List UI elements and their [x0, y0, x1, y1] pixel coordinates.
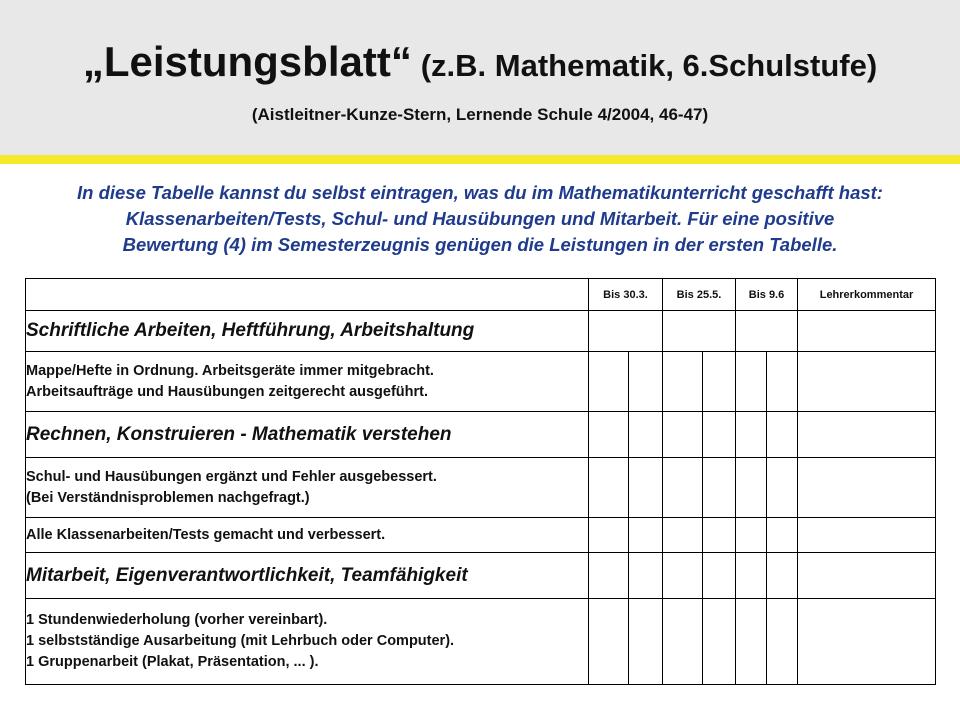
entry-cell[interactable] — [703, 412, 736, 458]
entry-cell[interactable] — [629, 352, 663, 412]
entry-cell[interactable] — [703, 553, 736, 599]
intro-line: Klassenarbeiten/Tests, Schul- und Hausübungen und Mitarbeit. Für eine positive — [125, 208, 835, 229]
entry-cell[interactable] — [703, 599, 736, 685]
entry-cell[interactable] — [736, 458, 767, 518]
item-text — [26, 352, 589, 412]
intro-text — [20, 180, 940, 258]
header-empty-cell — [26, 279, 589, 311]
item-line: (Bei Verständnisproblemen nachgefragt.) — [26, 489, 310, 506]
entry-cell[interactable] — [736, 311, 798, 352]
yellow-divider — [0, 155, 960, 164]
entry-cell[interactable] — [736, 553, 767, 599]
entry-cell[interactable] — [736, 412, 767, 458]
page-title — [0, 38, 960, 86]
comment-cell[interactable] — [798, 352, 936, 412]
entry-cell[interactable] — [703, 518, 736, 553]
entry-cell[interactable] — [589, 553, 629, 599]
entry-cell[interactable] — [629, 458, 663, 518]
column-header-period-2: Bis 25.5. — [663, 279, 736, 311]
column-header-period-1: Bis 30.3. — [589, 279, 663, 311]
section-title: Rechnen, Konstruieren - Mathematik verstehen — [26, 412, 589, 458]
header-row — [26, 279, 936, 311]
entry-cell[interactable] — [703, 458, 736, 518]
item-text — [26, 518, 589, 553]
item-text — [26, 599, 589, 685]
entry-cell[interactable] — [589, 458, 629, 518]
item-line: Arbeitsaufträge und Hausübungen zeitgerecht ausgeführt. — [26, 383, 429, 400]
intro-line: In diese Tabelle kannst du selbst eintragen, was du im Mathematikunterricht geschafft hast: — [77, 182, 883, 203]
column-header-period-3: Bis 9.6 — [736, 279, 798, 311]
comment-cell[interactable] — [798, 311, 936, 352]
entry-cell[interactable] — [589, 599, 629, 685]
entry-cell[interactable] — [767, 458, 798, 518]
entry-cell[interactable] — [629, 553, 663, 599]
entry-cell[interactable] — [589, 518, 629, 553]
item-line: Schul- und Hausübungen ergänzt und Fehler ausgebessert. — [26, 468, 437, 485]
entry-cell[interactable] — [663, 553, 703, 599]
entry-cell[interactable] — [589, 311, 663, 352]
entry-cell[interactable] — [736, 518, 767, 553]
item-line: Mappe/Hefte in Ordnung. Arbeitsgeräte immer mitgebracht. — [26, 362, 434, 379]
column-header-comment: Lehrerkommentar — [798, 279, 936, 311]
entry-cell[interactable] — [589, 352, 629, 412]
entry-cell[interactable] — [629, 599, 663, 685]
item-row — [26, 599, 936, 685]
entry-cell[interactable] — [736, 352, 767, 412]
item-line: 1 Gruppenarbeit (Plakat, Präsentation, ... ). — [26, 654, 319, 670]
entry-cell[interactable] — [629, 412, 663, 458]
comment-cell[interactable] — [798, 412, 936, 458]
item-row — [26, 352, 936, 412]
performance-table — [25, 278, 936, 685]
entry-cell[interactable] — [663, 412, 703, 458]
section-title: Mitarbeit, Eigenverantwortlichkeit, Teamfähigkeit — [26, 553, 589, 599]
entry-cell[interactable] — [767, 553, 798, 599]
entry-cell[interactable] — [767, 412, 798, 458]
item-text — [26, 458, 589, 518]
entry-cell[interactable] — [736, 599, 767, 685]
entry-cell[interactable] — [767, 518, 798, 553]
comment-cell[interactable] — [798, 553, 936, 599]
comment-cell[interactable] — [798, 518, 936, 553]
item-row — [26, 518, 936, 553]
entry-cell[interactable] — [767, 352, 798, 412]
section-row — [26, 553, 936, 599]
page-subtitle: (Aistleitner-Kunze-Stern, Lernende Schule 4/2004, 46-47) — [251, 105, 709, 124]
intro-line: Bewertung (4) im Semesterzeugnis genügen die Leistungen in der ersten Tabelle. — [122, 234, 838, 255]
entry-cell[interactable] — [663, 599, 703, 685]
item-row — [26, 458, 936, 518]
entry-cell[interactable] — [703, 352, 736, 412]
title-main: „Leistungsblatt“ — [82, 38, 412, 85]
item-line: Alle Klassenarbeiten/Tests gemacht und verbessert. — [26, 526, 386, 543]
comment-cell[interactable] — [798, 458, 936, 518]
entry-cell[interactable] — [767, 599, 798, 685]
item-line: 1 Stundenwiederholung (vorher vereinbart). — [26, 612, 328, 628]
comment-cell[interactable] — [798, 599, 936, 685]
section-title: Schriftliche Arbeiten, Heftführung, Arbeitshaltung — [26, 311, 589, 352]
item-line: 1 selbstständige Ausarbeitung (mit Lehrbuch oder Computer). — [26, 633, 455, 649]
section-row — [26, 311, 936, 352]
entry-cell[interactable] — [663, 518, 703, 553]
title-parenthetical: (z.B. Mathematik, 6.Schulstufe) — [420, 48, 878, 83]
entry-cell[interactable] — [663, 352, 703, 412]
entry-cell[interactable] — [663, 458, 703, 518]
entry-cell[interactable] — [589, 412, 629, 458]
entry-cell[interactable] — [629, 518, 663, 553]
section-row — [26, 412, 936, 458]
entry-cell[interactable] — [663, 311, 736, 352]
